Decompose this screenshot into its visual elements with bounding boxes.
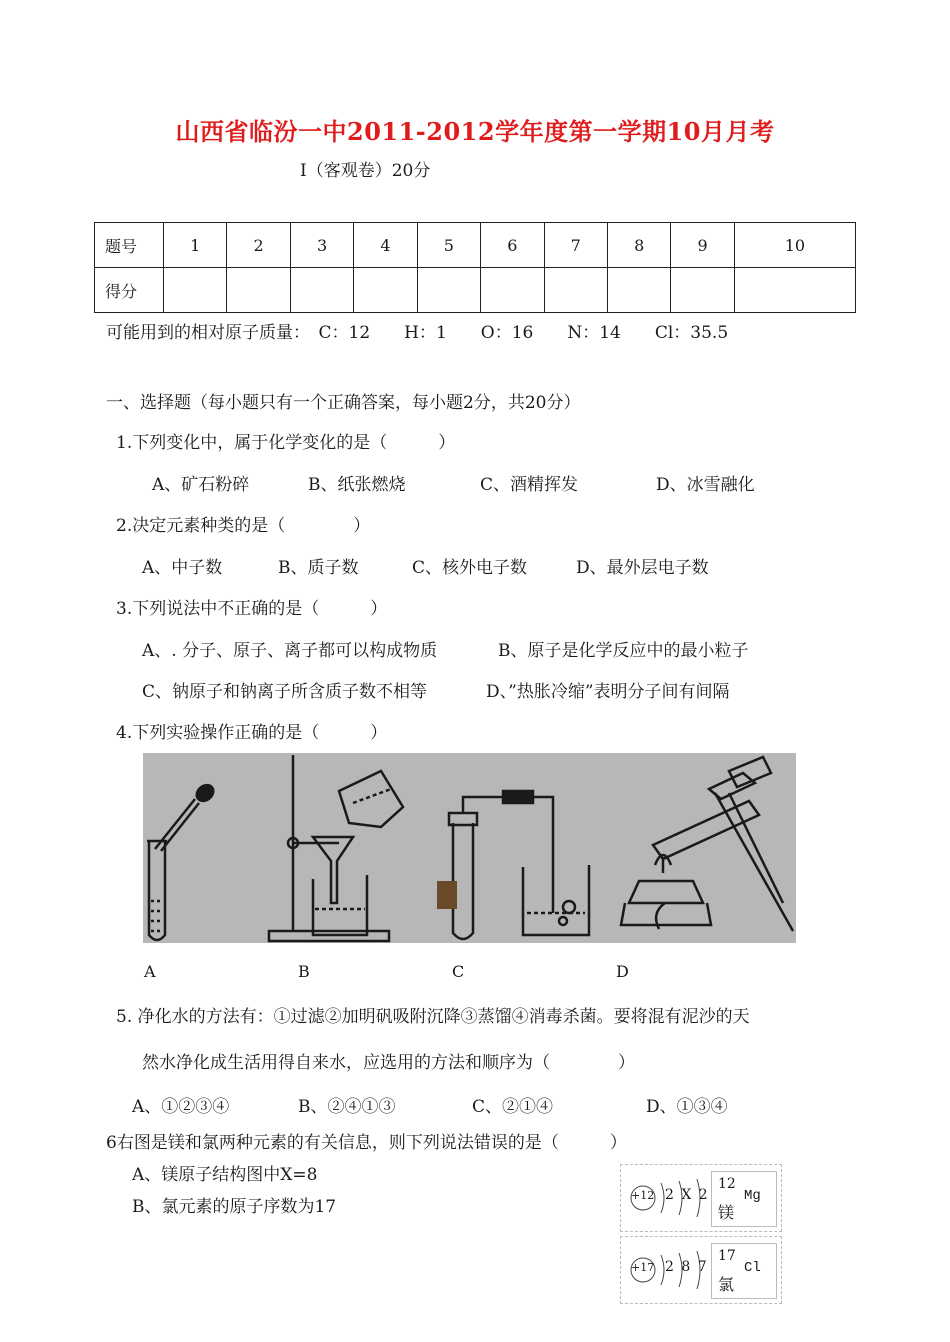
question-6-option-b[interactable]: B、氯元素的原子序数为17 <box>132 1197 337 1217</box>
table-cell: 1 <box>164 223 227 268</box>
page-subtitle: Ⅰ（客观卷）20分 <box>300 161 431 181</box>
table-cell: 7 <box>544 223 607 268</box>
question-2-stem: 2.决定元素种类的是（ ） <box>116 516 371 536</box>
score-cell[interactable] <box>671 268 734 313</box>
magnesium-nucleus: +12 <box>631 1189 655 1202</box>
table-cell: 10 <box>734 223 855 268</box>
question-3-option-a[interactable]: A、. 分子、原子、离子都可以构成物质 <box>142 641 438 661</box>
table-cell: 8 <box>607 223 670 268</box>
magnesium-atomic-number: 12 <box>718 1176 736 1192</box>
table-cell-label: 得分 <box>95 268 164 313</box>
question-4-stem: 4.下列实验操作正确的是（ ） <box>116 723 388 743</box>
table-cell: 5 <box>417 223 480 268</box>
question-6-stem: 6右图是镁和氯两种元素的有关信息，则下列说法错误的是（ ） <box>106 1133 627 1153</box>
table-row <box>95 223 856 268</box>
magnesium-symbol: Mg <box>744 1188 761 1204</box>
question-2-option-c[interactable]: C、核外电子数 <box>412 558 528 578</box>
table-cell: 9 <box>671 223 734 268</box>
chlorine-shells: 2 8 7 <box>665 1259 707 1275</box>
question-1-stem: 1.下列变化中，属于化学变化的是（ ） <box>116 433 456 453</box>
score-cell[interactable] <box>227 268 290 313</box>
table-cell: 2 <box>227 223 290 268</box>
question-3-option-d[interactable]: D、”热胀冷缩”表明分子间有间隔 <box>486 682 730 702</box>
filtration-setup-icon <box>269 755 403 941</box>
question-2-option-b[interactable]: B、质子数 <box>278 558 359 578</box>
heating-test-tube-icon <box>621 757 793 931</box>
score-cell[interactable] <box>544 268 607 313</box>
question-5-stem-line2: 然水净化成生活用得自来水，应选用的方法和顺序为（ ） <box>142 1053 635 1073</box>
table-cell: 3 <box>290 223 353 268</box>
question-2-option-a[interactable]: A、中子数 <box>142 558 223 578</box>
score-cell[interactable] <box>354 268 417 313</box>
magnesium-name: 镁 <box>718 1203 735 1222</box>
table-cell-label: 题号 <box>95 223 164 268</box>
table-cell: 6 <box>481 223 544 268</box>
question-1-option-a[interactable]: A、矿石粉碎 <box>152 475 250 495</box>
chlorine-info-panel <box>620 1236 782 1304</box>
chlorine-symbol: Cl <box>744 1260 761 1276</box>
question-5-option-d[interactable]: D、①③④ <box>646 1097 728 1117</box>
question-3-option-c[interactable]: C、钠原子和钠离子所含质子数不相等 <box>142 682 428 702</box>
question-5-stem-line1: 5. 净化水的方法有：①过滤②加明矾吸附沉降③蒸馏④消毒杀菌。要将混有泥沙的天 <box>116 1007 750 1027</box>
section-heading: 一、选择题（每小题只有一个正确答案，每小题2分，共20分） <box>106 393 581 413</box>
chlorine-nucleus: +17 <box>631 1261 655 1274</box>
figure-label-c[interactable]: C <box>452 962 465 981</box>
question-3-stem: 3.下列说法中不正确的是（ ） <box>116 599 388 619</box>
magnesium-element-card <box>711 1171 777 1227</box>
table-row <box>95 268 856 313</box>
atomic-mass-line: 可能用到的相对原子质量： C：12 H：1 O：16 N：14 Cl：35.5 <box>106 323 729 343</box>
score-cell[interactable] <box>417 268 480 313</box>
gas-collection-icon <box>437 791 589 939</box>
chlorine-atomic-number: 17 <box>718 1248 736 1264</box>
chlorine-name: 氯 <box>718 1275 735 1294</box>
lab-operations-figure <box>143 753 796 943</box>
dropper-test-tube-icon <box>147 782 216 940</box>
question-1-option-c[interactable]: C、酒精挥发 <box>480 475 579 495</box>
score-cell[interactable] <box>734 268 855 313</box>
question-6-option-a[interactable]: A、镁原子结构图中X=8 <box>132 1165 318 1185</box>
score-cell[interactable] <box>290 268 353 313</box>
score-cell[interactable] <box>607 268 670 313</box>
score-cell[interactable] <box>164 268 227 313</box>
question-1-option-d[interactable]: D、冰雪融化 <box>656 475 755 495</box>
question-2-option-d[interactable]: D、最外层电子数 <box>576 558 709 578</box>
question-5-option-b[interactable]: B、②④①③ <box>298 1097 396 1117</box>
figure-label-a[interactable]: A <box>144 962 156 981</box>
figure-label-b[interactable]: B <box>298 962 310 981</box>
chlorine-element-card <box>711 1243 777 1299</box>
question-3-option-b[interactable]: B、原子是化学反应中的最小粒子 <box>498 641 749 661</box>
page-title: 山西省临汾一中2011-2012学年度第一学期10月月考 <box>175 117 775 146</box>
score-cell[interactable] <box>481 268 544 313</box>
magnesium-info-panel <box>620 1164 782 1232</box>
score-table <box>94 222 856 313</box>
question-1-option-b[interactable]: B、纸张燃烧 <box>308 475 406 495</box>
lab-apparatus-illustration <box>143 753 796 943</box>
magnesium-shells: 2 X 2 <box>665 1187 708 1203</box>
question-5-option-a[interactable]: A、①②③④ <box>132 1097 230 1117</box>
table-cell: 4 <box>354 223 417 268</box>
question-5-option-c[interactable]: C、②①④ <box>472 1097 554 1117</box>
figure-label-d[interactable]: D <box>616 962 629 981</box>
